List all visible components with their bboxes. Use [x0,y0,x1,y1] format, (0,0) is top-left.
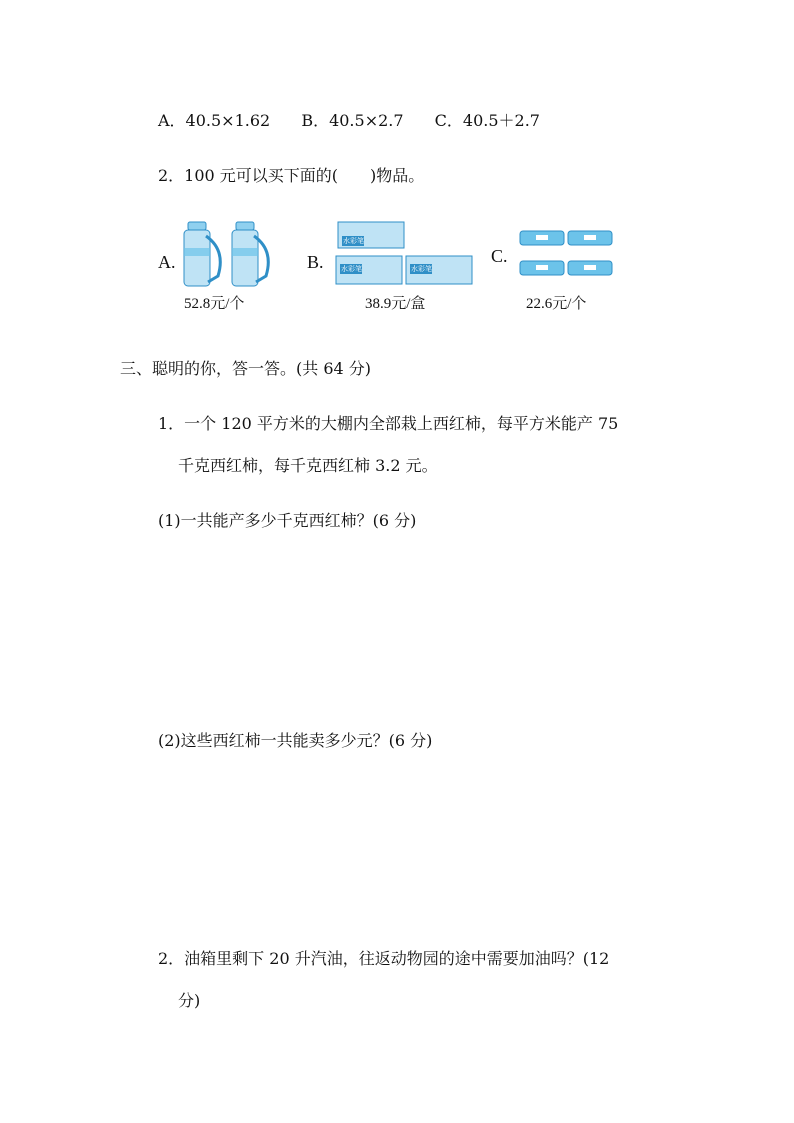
option-a: A．40.5×1.62 [158,111,271,130]
item-a-letter: A. [158,252,176,272]
problem-2-line-1: 2．油箱里剩下 20 升汽油，往返动物园的途中需要加油吗？(12 [158,949,610,968]
item-c-letter: C. [491,246,508,266]
problem-1-line-1: 1．一个 120 平方米的大棚内全部栽上西红柿，每平方米能产 75 [158,414,619,433]
item-c-price: 22.6元/个 [526,296,587,312]
subquestion-1: (1)一共能产多少千克西红柿？(6 分) [158,511,417,530]
pencil-case-1 [520,231,564,245]
problem-2-line-2: 分) [178,991,201,1010]
q1-options [158,108,540,131]
crayon-box-label-right: 水彩笔 [411,265,432,273]
item-a-price: 52.8元/个 [184,296,245,312]
item-b-price: 38.9元/盒 [365,296,426,312]
item-b-letter: B. [307,252,324,272]
section-3-title: 三、聪明的你，答一答。(共 64 分) [120,359,372,378]
pencil-case-3 [520,261,564,275]
option-b: B．40.5×2.7 [301,111,404,130]
question-2: 2．100 元可以买下面的( )物品。 [158,166,425,185]
thermos-1 [184,222,220,286]
thermos-image [182,220,292,288]
crayon-box-label-left: 水彩笔 [341,265,362,273]
crayon-box-image [334,220,476,288]
pencil-case-2 [568,231,612,245]
crayon-box-label-top: 水彩笔 [343,237,364,245]
pencil-case-4 [568,261,612,275]
thermos-2 [232,222,268,286]
problem-1-line-2: 千克西红柿，每千克西红柿 3.2 元。 [178,456,438,475]
pencil-case-image [518,229,614,279]
option-c: C．40.5＋2.7 [434,111,540,130]
subquestion-2: (2)这些西红柿一共能卖多少元？(6 分) [158,731,433,750]
